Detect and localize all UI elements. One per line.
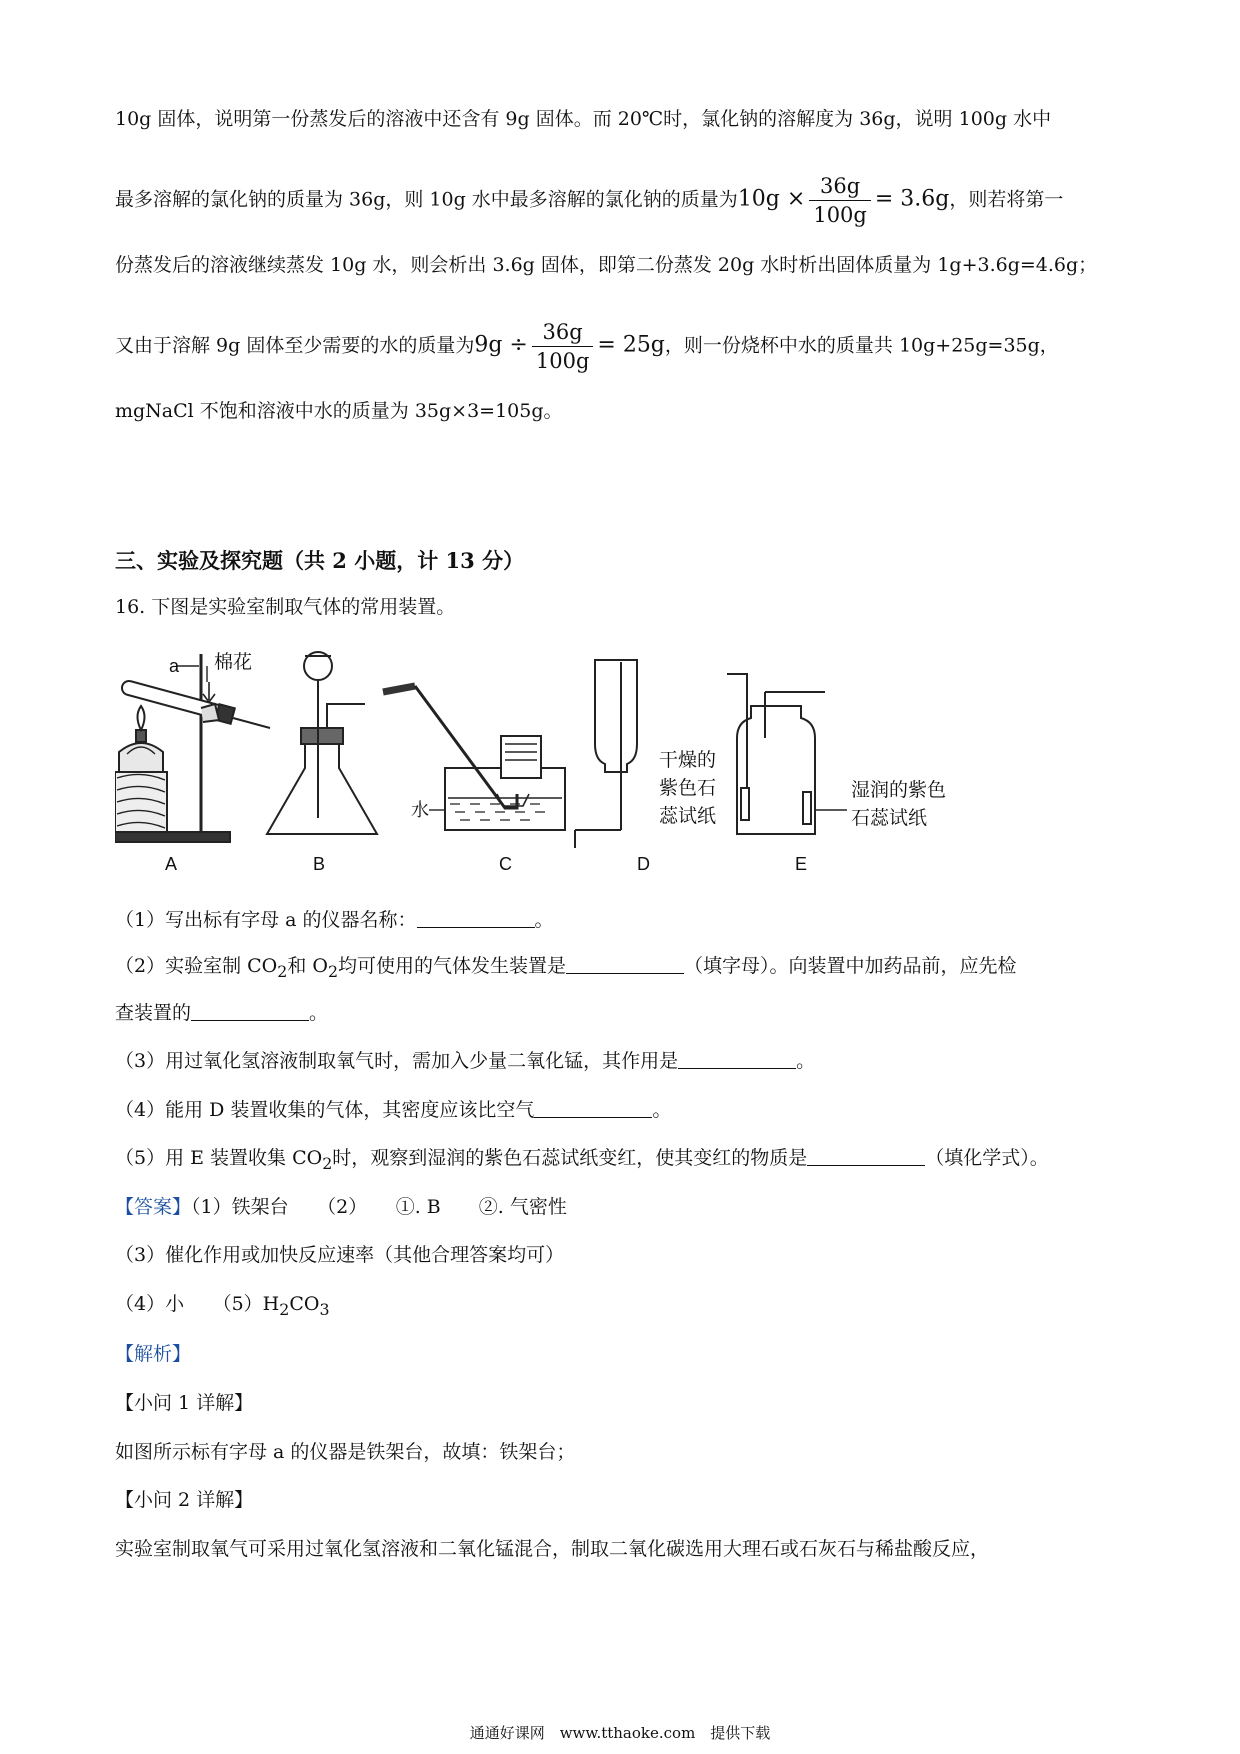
- subquestion-1-detail-title: 【小问 1 详解】: [115, 1392, 254, 1414]
- subquestion-1-end: 。: [534, 909, 554, 931]
- apparatus-figure: [115, 648, 995, 883]
- apparatus-a: [115, 654, 270, 842]
- subquestion-2-text-e: 查装置的: [115, 1002, 192, 1024]
- subquestion-2: [115, 951, 1017, 987]
- subscript: 2: [277, 961, 288, 981]
- subquestion-4-end: 。: [652, 1099, 672, 1121]
- label-wet-2: 石蕊试纸: [851, 808, 928, 829]
- subquestion-2-text-a: （2）实验室制 CO: [115, 955, 278, 977]
- subquestion-5-end: （填化学式）。: [925, 1147, 1049, 1169]
- label-letter-c: C: [499, 854, 512, 874]
- answer-line-1: [115, 1192, 567, 1222]
- label-water: 水: [411, 800, 429, 820]
- label-wet-1: 湿润的紫色: [851, 780, 947, 801]
- label-dry-2: 紫色石: [659, 778, 717, 799]
- line4-text-b: ，则一份烧杯中水的质量共 10g+25g=35g，: [664, 334, 1059, 357]
- apparatus-d: [575, 660, 637, 848]
- apparatus-e: [727, 674, 847, 834]
- answer-blank-2b[interactable]: [191, 1000, 309, 1021]
- fraction-1-numerator: 36g: [809, 172, 871, 201]
- section-heading: 三、实验及探究题（共 2 小题，计 13 分）: [115, 548, 525, 573]
- apparatus-b: [267, 652, 377, 834]
- label-dry-1: 干燥的: [659, 750, 717, 771]
- page-footer: 通通好课网 www.tthaoke.com 提供下载: [469, 1724, 771, 1742]
- answer-text-3b: CO: [289, 1293, 320, 1315]
- label-letter-d: D: [637, 854, 650, 874]
- paragraph-line-4: [115, 318, 1059, 375]
- fraction-2-numerator: 36g: [532, 318, 594, 347]
- subquestion-4-text: （4）能用 D 装置收集的气体，其密度应该比空气: [115, 1099, 535, 1121]
- subquestion-5: [115, 1143, 1049, 1179]
- label-cotton: 棉花: [214, 652, 253, 673]
- question-16-stem: 16. 下图是实验室制取气体的常用装置。: [115, 596, 456, 618]
- subquestion-2-text-d: （填字母）。向装置中加药品前，应先检: [684, 955, 1017, 977]
- subscript: 2: [322, 1153, 333, 1173]
- math-lead-2: 9g ÷: [474, 332, 528, 358]
- answer-line-3: [115, 1289, 330, 1325]
- answer-blank-4[interactable]: [534, 1097, 652, 1118]
- paragraph-line-3: 份蒸发后的溶液继续蒸发 10g 水，则会析出 3.6g 固体，即第二份蒸发 20g 水时析出固体质量为 1g+3.6g=4.6g；: [115, 254, 1098, 276]
- subscript: 3: [319, 1299, 330, 1319]
- subquestion-2-detail-text: 实验室制取氧气可采用过氧化氢溶液和二氧化锰混合，制取二氧化碳选用大理石或石灰石与稀盐酸反应，: [115, 1538, 990, 1560]
- subquestion-3: [115, 1046, 815, 1076]
- apparatus-drawing: [115, 648, 995, 878]
- paragraph-line-5: mgNaCl 不饱和溶液中水的质量为 35g×3=105g。: [115, 400, 563, 422]
- math-lead-1: 10g ×: [737, 186, 806, 212]
- answer-blank-3[interactable]: [678, 1048, 796, 1069]
- subquestion-4: [115, 1095, 671, 1125]
- label-letter-b: B: [313, 854, 326, 874]
- answer-blank-2a[interactable]: [566, 953, 684, 974]
- line2-text-a: 最多溶解的氯化钠的质量为 36g，则 10g 水中最多溶解的氯化钠的质量为: [115, 188, 738, 211]
- analysis-tag: 【解析】: [115, 1343, 192, 1365]
- fraction-1: [809, 172, 871, 229]
- subquestion-3-text: （3）用过氧化氢溶液制取氧气时，需加入少量二氧化锰，其作用是: [115, 1050, 679, 1072]
- answer-text-1: （1）铁架台 （2） ①. B ②. 气密性: [191, 1196, 567, 1218]
- answer-text-3a: （4）小 （5）H: [115, 1293, 280, 1315]
- fraction-2: [532, 318, 594, 375]
- line2-text-b: ，则若将第一: [949, 188, 1064, 211]
- subquestion-2-end: 。: [309, 1002, 329, 1024]
- subquestion-5-text-b: 时，观察到湿润的紫色石蕊试纸变红，使其变红的物质是: [332, 1147, 808, 1169]
- subquestion-1-detail-text: 如图所示标有字母 a 的仪器是铁架台，故填：铁架台；: [115, 1441, 576, 1463]
- subscript: 2: [279, 1299, 290, 1319]
- line4-text-a: 又由于溶解 9g 固体至少需要的水的质量为: [115, 334, 475, 357]
- answer-blank-1[interactable]: [417, 907, 535, 928]
- subquestion-2-text-b: 和 O: [287, 955, 328, 977]
- paragraph-line-2: [115, 172, 1063, 229]
- answer-blank-5[interactable]: [807, 1145, 925, 1166]
- paragraph-line-1: 10g 固体，说明第一份蒸发后的溶液中还含有 9g 固体。而 20℃时，氯化钠的溶解度为 36g，说明 100g 水中: [115, 108, 1052, 130]
- fraction-2-denominator: 100g: [535, 349, 590, 373]
- answer-line-2: （3）催化作用或加快反应速率（其他合理答案均可）: [115, 1244, 565, 1266]
- label-letter-a: A: [165, 854, 178, 874]
- subquestion-2-detail-title: 【小问 2 详解】: [115, 1489, 254, 1511]
- subquestion-2-cont: [115, 998, 328, 1028]
- label-letter-e: E: [795, 854, 808, 874]
- subquestion-5-text-a: （5）用 E 装置收集 CO: [115, 1147, 323, 1169]
- label-a: a: [169, 656, 180, 676]
- subquestion-3-end: 。: [796, 1050, 816, 1072]
- subquestion-1-text: （1）写出标有字母 a 的仪器名称：: [115, 909, 417, 931]
- subscript: 2: [327, 961, 339, 981]
- label-dry-3: 蕊试纸: [659, 806, 717, 827]
- math-result-2: = 25g: [597, 332, 665, 358]
- answer-tag: 【答案】: [115, 1196, 192, 1218]
- math-result-1: = 3.6g: [874, 186, 950, 212]
- subquestion-2-text-c: 均可使用的气体发生装置是: [338, 955, 567, 977]
- subquestion-1: [115, 905, 554, 935]
- fraction-1-denominator: 100g: [813, 203, 867, 227]
